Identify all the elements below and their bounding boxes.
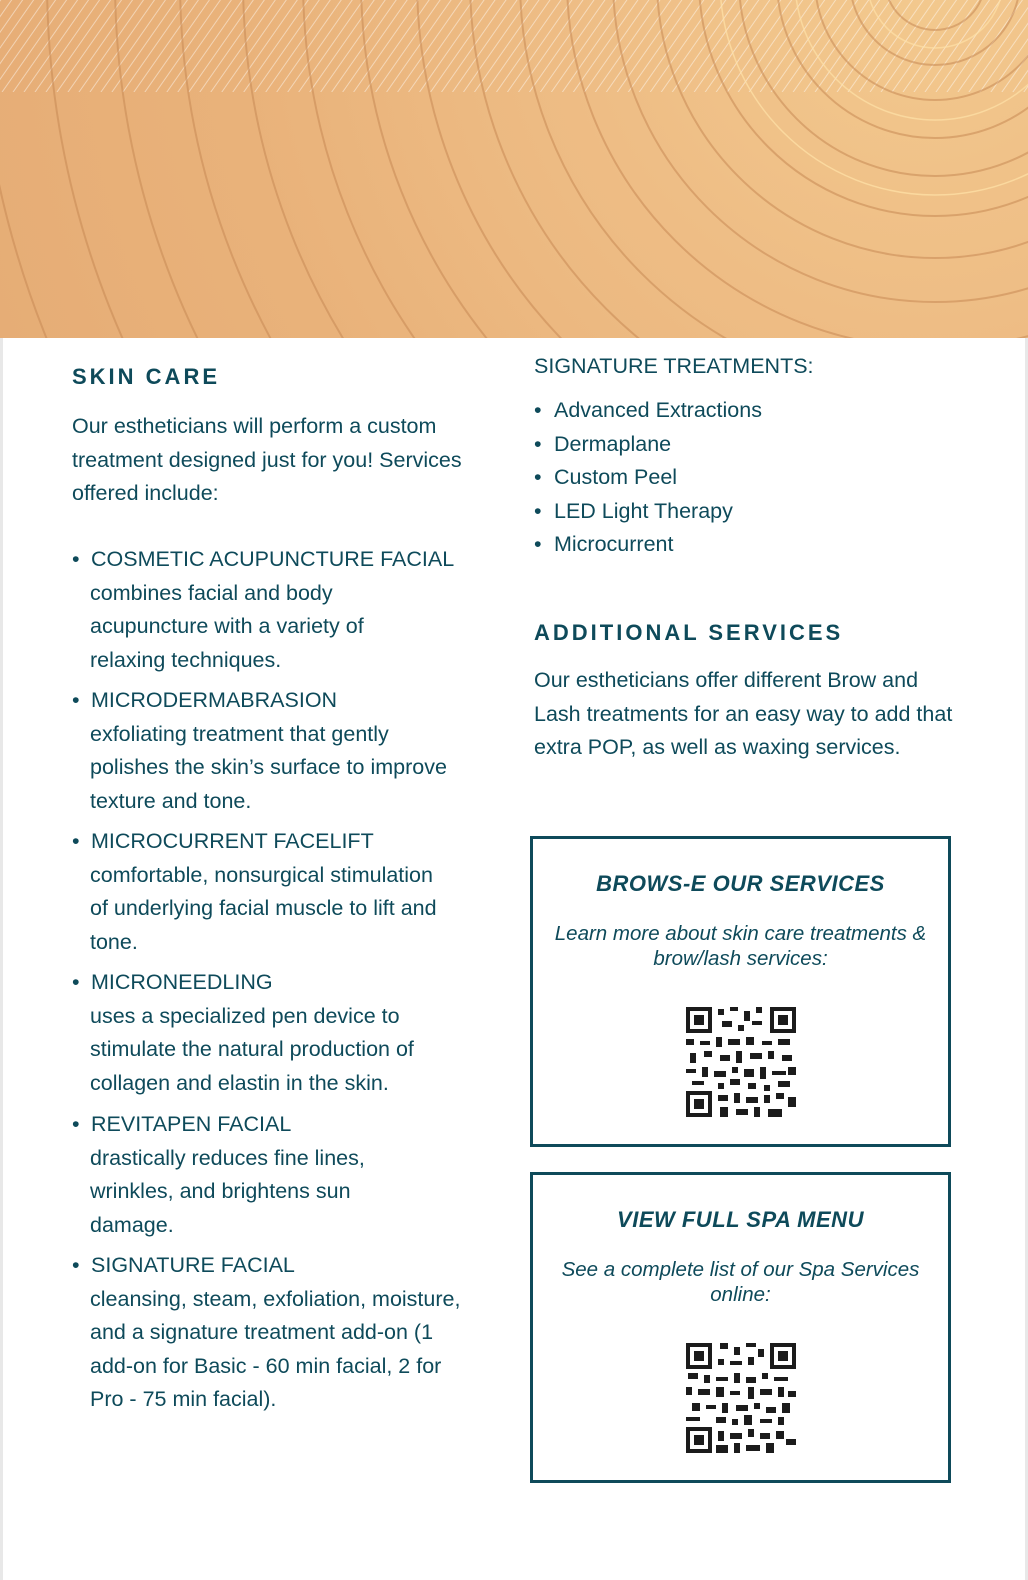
- list-item: • LED Light Therapy: [534, 495, 762, 529]
- service-title: COSMETIC ACUPUNCTURE FACIAL: [91, 547, 455, 571]
- service-item: [72, 684, 502, 818]
- qr-code-icon[interactable]: [686, 1343, 796, 1453]
- list-item: • Microcurrent: [534, 528, 762, 562]
- card-title: BROWS-E OUR SERVICES: [596, 871, 885, 896]
- wood-grain-banner: [0, 0, 1028, 338]
- additional-services-text: Our estheticians offer different Brow and Lash treatments for an easy way to add that extra POP, as well as waxing services.: [534, 668, 953, 759]
- list-item: • Advanced Extractions: [534, 394, 762, 428]
- list-item: • Custom Peel: [534, 461, 762, 495]
- signature-treatments-title: SIGNATURE TREATMENTS:: [534, 354, 814, 378]
- service-title: SIGNATURE FACIAL: [91, 1253, 295, 1277]
- service-title: MICRONEEDLING: [91, 970, 273, 994]
- service-title: REVITAPEN FACIAL: [91, 1112, 292, 1136]
- additional-services-heading: ADDITIONAL SERVICES: [534, 620, 844, 645]
- service-item: [72, 1108, 502, 1242]
- service-description: comfortable, nonsurgical stimulation of underlying facial muscle to lift and tone.: [90, 862, 437, 954]
- card-text: Learn more about skin care treatments & brow/lash services:: [554, 922, 927, 970]
- service-description: combines facial and body acupuncture with a variety of relaxing techniques.: [90, 580, 364, 672]
- card-title: VIEW FULL SPA MENU: [617, 1207, 864, 1232]
- service-item: [72, 966, 502, 1100]
- service-description: uses a specialized pen device to stimulate the natural production of collagen and elastin in the skin.: [90, 1003, 414, 1095]
- bullet-icon: •: [72, 688, 80, 712]
- service-description: cleansing, steam, exfoliation, moisture, and a signature treatment add-on (1 add-on for Basic - 60 min facial, 2 for Pro - 75 min facial).: [90, 1286, 461, 1411]
- skin-care-intro: Our estheticians will perform a custom treatment designed just for you! Services offered include:: [72, 414, 462, 505]
- browse-services-card[interactable]: [530, 836, 951, 1147]
- service-description: exfoliating treatment that gently polishes the skin’s surface to improve texture and tone.: [90, 721, 447, 813]
- card-text: See a complete list of our Spa Services online:: [561, 1258, 920, 1306]
- left-border: [0, 338, 3, 1580]
- service-item: [72, 1249, 502, 1417]
- qr-code-icon[interactable]: [686, 1007, 796, 1117]
- signature-treatments-list: [534, 394, 762, 562]
- service-item: [72, 543, 502, 677]
- service-title: MICRODERMABRASION: [91, 688, 338, 712]
- wood-rings-graphic: [0, 0, 1028, 338]
- bullet-icon: •: [72, 547, 80, 571]
- bullet-icon: •: [72, 1253, 80, 1277]
- service-item: [72, 825, 502, 959]
- list-item: • Dermaplane: [534, 428, 762, 462]
- service-title: MICROCURRENT FACELIFT: [91, 829, 374, 853]
- bullet-icon: •: [72, 829, 80, 853]
- spa-menu-card[interactable]: [530, 1172, 951, 1483]
- bullet-icon: •: [72, 970, 80, 994]
- skin-care-heading: SKIN CARE: [72, 364, 221, 389]
- service-description: drastically reduces fine lines, wrinkles, and brightens sun damage.: [90, 1145, 365, 1237]
- bullet-icon: •: [72, 1112, 80, 1136]
